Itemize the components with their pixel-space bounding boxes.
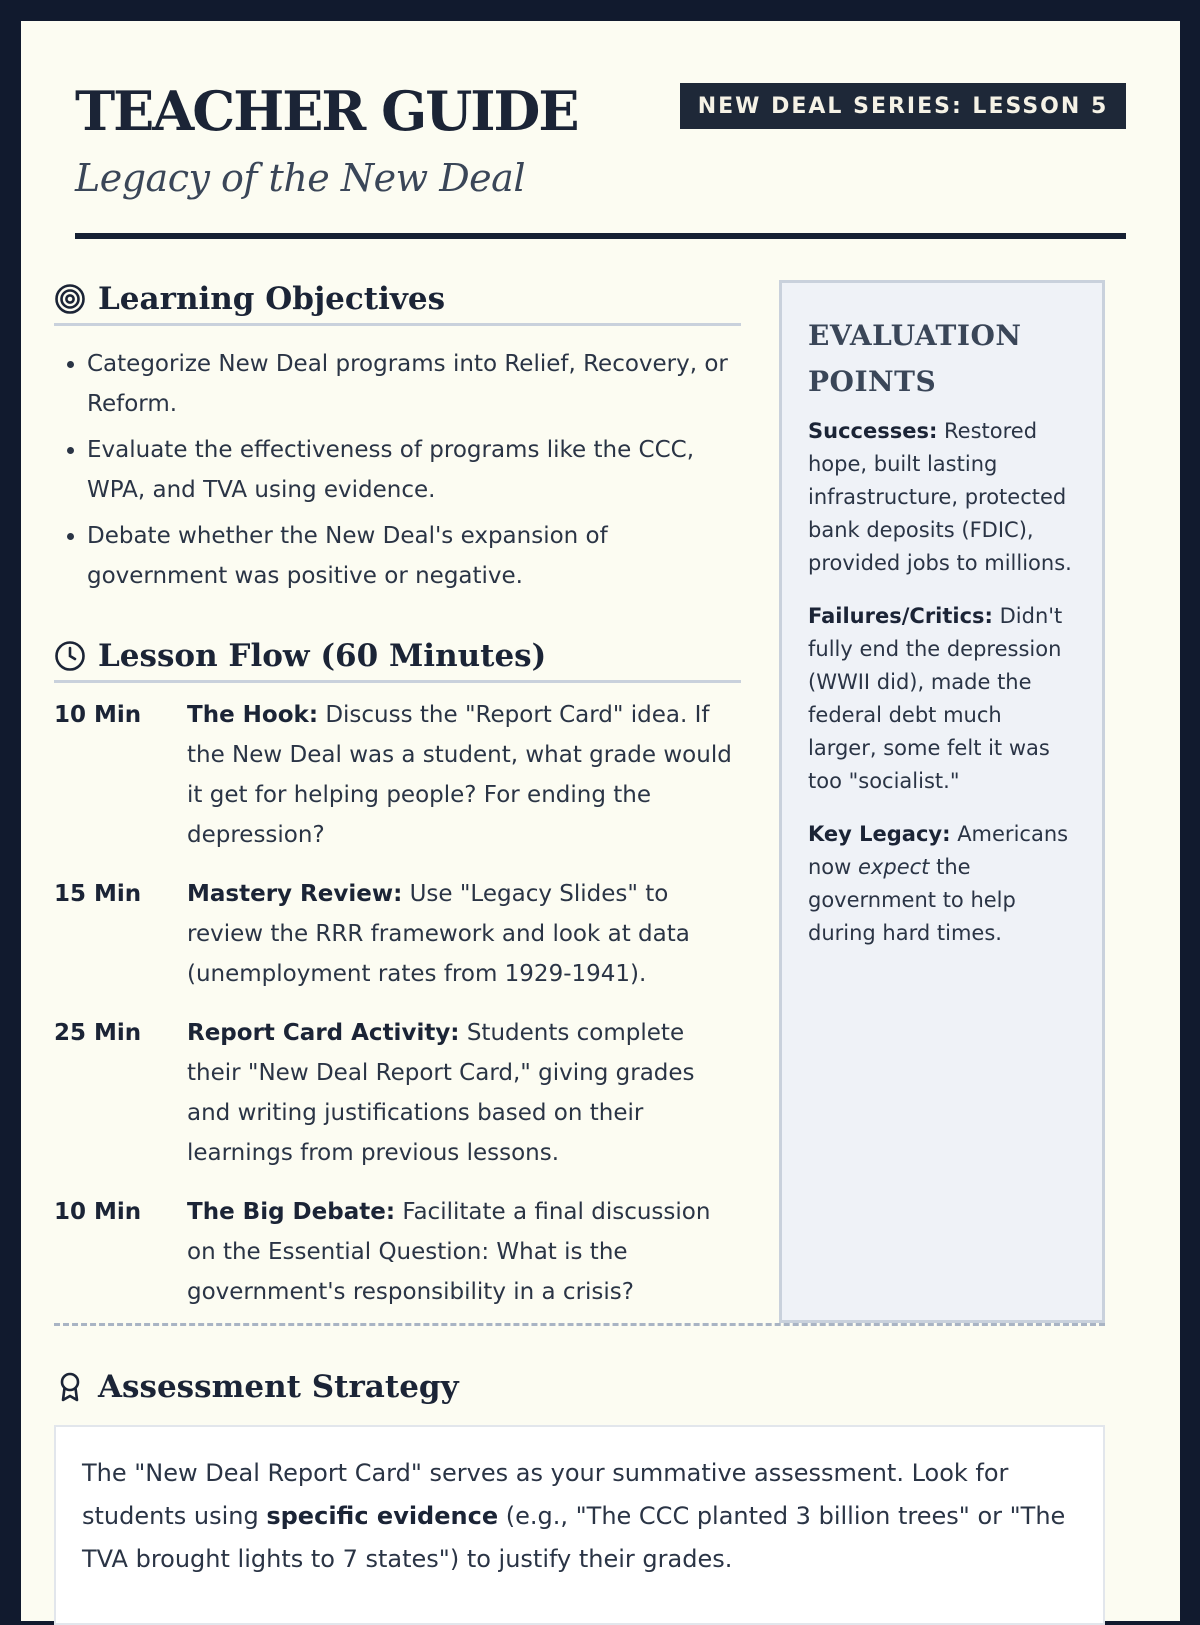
award-ribbon-icon <box>54 1371 86 1403</box>
step-label: The Hook: <box>187 702 319 728</box>
step-duration: 25 Min <box>54 1020 142 1046</box>
assessment-text: (e.g., "The CCC planted 3 billion trees" or "The TVA brought lights to 7 states") to justify their grades. <box>82 1502 1066 1573</box>
successes-paragraph <box>808 415 1076 580</box>
lesson-flow-heading-row <box>54 634 741 683</box>
evaluation-heading: EVALUATION POINTS <box>808 319 1022 398</box>
step-duration: 10 Min <box>54 702 142 728</box>
evaluation-points-panel <box>779 280 1105 1323</box>
failures-paragraph <box>808 600 1076 798</box>
lesson-flow-list <box>54 695 741 1312</box>
step-text: Discuss the "Report Card" idea. If the New Deal was a student, what grade would it get for helping people? For ending the depression? <box>187 702 732 848</box>
lesson-flow-heading: Lesson Flow (60 Minutes) <box>98 638 547 674</box>
step-duration: 15 Min <box>54 881 142 907</box>
list-item: • Debate whether the New Deal's expansion of government was positive or negative. <box>87 516 741 596</box>
clock-icon <box>54 640 86 672</box>
step-text: Facilitate a final discussion on the Essential Question: What is the government's responsibility in a crisis? <box>187 1199 711 1305</box>
left-column <box>54 255 741 1331</box>
successes-label: Successes: <box>808 419 938 443</box>
assessment-description <box>54 1425 1105 1625</box>
successes-text: Restored hope, built lasting infrastructure, protected bank deposits (FDIC), provided jobs to millions. <box>808 419 1072 575</box>
step-label: Report Card Activity: <box>187 1020 460 1046</box>
step-description <box>187 695 741 855</box>
step-label: The Big Debate: <box>187 1199 396 1225</box>
step-text: Students complete their "New Deal Report Card," giving grades and writing justifications based on their learnings from previous lessons. <box>187 1020 695 1166</box>
assessment-heading-row <box>54 1365 459 1409</box>
step-label: Mastery Review: <box>187 881 403 907</box>
failures-text: Didn't fully end the depression (WWII did), made the federal debt much larger, some felt it was too "socialist." <box>808 604 1063 793</box>
series-badge: NEW DEAL SERIES: LESSON 5 <box>680 83 1126 129</box>
lesson-step <box>54 695 741 855</box>
step-description <box>187 1013 741 1173</box>
section-divider <box>54 1323 1105 1326</box>
legacy-label: Key Legacy: <box>808 822 951 846</box>
step-description <box>187 1192 741 1312</box>
assessment-emphasis: specific evidence <box>266 1502 499 1530</box>
step-description <box>187 874 741 994</box>
assessment-text: The "New Deal Report Card" serves as your summative assessment. Look for students using <box>82 1459 1009 1530</box>
lesson-step <box>54 874 741 994</box>
objectives-list <box>54 344 741 596</box>
objectives-heading-row <box>54 277 741 326</box>
assessment-heading: Assessment Strategy <box>98 1369 459 1405</box>
header-divider <box>75 233 1126 239</box>
lesson-step <box>54 1013 741 1173</box>
main-content <box>54 255 1105 1325</box>
page-title: TEACHER GUIDE <box>75 79 578 143</box>
objectives-heading: Learning Objectives <box>98 281 446 317</box>
lesson-step <box>54 1192 741 1312</box>
list-item: • Categorize New Deal programs into Relief, Recovery, or Reform. <box>87 344 741 424</box>
legacy-text: Americans now <box>808 822 1069 879</box>
step-duration: 10 Min <box>54 1199 142 1225</box>
guide-header <box>75 21 1126 261</box>
failures-label: Failures/Critics: <box>808 604 993 628</box>
target-icon <box>54 283 86 315</box>
step-text: Use "Legacy Slides" to review the RRR framework and look at data (unemployment rates from 1929-1941). <box>187 881 690 987</box>
legacy-paragraph <box>808 818 1076 950</box>
page-subtitle: Legacy of the New Deal <box>75 156 525 200</box>
legacy-emphasis: expect <box>858 855 930 879</box>
legacy-text: the government to help during hard times. <box>808 855 1016 945</box>
list-item: • Evaluate the effectiveness of programs like the CCC, WPA, and TVA using evidence. <box>87 430 741 510</box>
